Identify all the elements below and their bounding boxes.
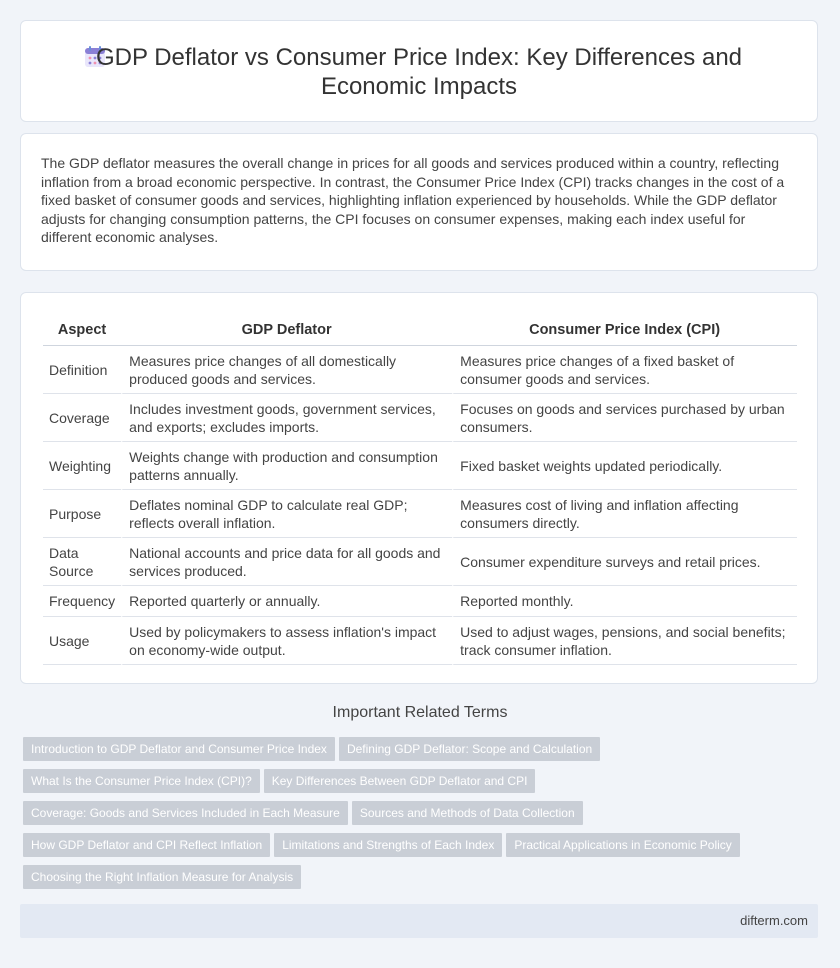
related-term-tag[interactable]: What Is the Consumer Price Index (CPI)? (23, 769, 260, 793)
comparison-table-card (20, 292, 818, 684)
row-aspect: Purpose (43, 490, 121, 538)
intro-text: The GDP deflator measures the overall change in prices for all goods and services produced within a country, reflecting inflation from a broad economic perspective. In contrast, the Consumer Price Index (CPI) tracks changes in the cost of a fixed basket of consumer goods and services, highlighting inflation experienced by households. While the GDP deflator adjusts for changing consumption patterns, the CPI focuses on consumer expenses, making each index useful for different economic analyses. (41, 155, 785, 245)
row-gdp-value: National accounts and price data for all goods and services produced. (121, 538, 452, 586)
table-header-row (43, 315, 797, 346)
row-cpi-value: Consumer expenditure surveys and retail prices. (452, 538, 797, 586)
row-gdp-value: Measures price changes of all domestically produced goods and services. (121, 346, 452, 394)
related-terms-list (23, 737, 813, 897)
row-gdp-value: Reported quarterly or annually. (121, 586, 452, 617)
row-cpi-value: Measures cost of living and inflation affecting consumers directly. (452, 490, 797, 538)
table-row (43, 346, 797, 394)
related-term-tag[interactable]: How GDP Deflator and CPI Reflect Inflation (23, 833, 270, 857)
intro-card (20, 133, 818, 271)
related-term-tag[interactable]: Limitations and Strengths of Each Index (274, 833, 502, 857)
footer-site-link[interactable]: difterm.com (740, 913, 808, 928)
related-term-tag[interactable]: Coverage: Goods and Services Included in Each Measure (23, 801, 348, 825)
header-gdp-deflator: GDP Deflator (121, 315, 452, 346)
related-term-tag[interactable]: Practical Applications in Economic Policy (506, 833, 739, 857)
table-row (43, 394, 797, 442)
table-row (43, 617, 797, 665)
row-gdp-value: Deflates nominal GDP to calculate real GDP; reflects overall inflation. (121, 490, 452, 538)
row-aspect: Frequency (43, 586, 121, 617)
related-term-tag[interactable]: Sources and Methods of Data Collection (352, 801, 583, 825)
row-cpi-value: Reported monthly. (452, 586, 797, 617)
table-row (43, 442, 797, 490)
related-term-tag[interactable]: Introduction to GDP Deflator and Consumer Price Index (23, 737, 335, 761)
footer (20, 904, 818, 938)
row-aspect: Usage (43, 617, 121, 665)
table-row (43, 586, 797, 617)
page-title: GDP Deflator vs Consumer Price Index: Key Differences and Economic Impacts (95, 44, 743, 100)
comparison-table (43, 315, 797, 665)
row-aspect: Coverage (43, 394, 121, 442)
row-cpi-value: Used to adjust wages, pensions, and social benefits; track consumer inflation. (452, 617, 797, 665)
related-term-tag[interactable]: Defining GDP Deflator: Scope and Calculation (339, 737, 600, 761)
table-row (43, 490, 797, 538)
related-terms-title: Important Related Terms (332, 704, 508, 721)
row-cpi-value: Measures price changes of a fixed basket of consumer goods and services. (452, 346, 797, 394)
header-aspect: Aspect (43, 315, 121, 346)
header-cpi: Consumer Price Index (CPI) (452, 315, 797, 346)
row-gdp-value: Used by policymakers to assess inflation's impact on economy-wide output. (121, 617, 452, 665)
related-term-tag[interactable]: Key Differences Between GDP Deflator and CPI (264, 769, 536, 793)
table-row (43, 538, 797, 586)
row-gdp-value: Weights change with production and consumption patterns annually. (121, 442, 452, 490)
title-card (20, 20, 818, 122)
row-cpi-value: Focuses on goods and services purchased by urban consumers. (452, 394, 797, 442)
row-cpi-value: Fixed basket weights updated periodically. (452, 442, 797, 490)
row-gdp-value: Includes investment goods, government services, and exports; excludes imports. (121, 394, 452, 442)
row-aspect: Definition (43, 346, 121, 394)
row-aspect: Weighting (43, 442, 121, 490)
related-term-tag[interactable]: Choosing the Right Inflation Measure for Analysis (23, 865, 301, 889)
row-aspect: Data Source (43, 538, 121, 586)
